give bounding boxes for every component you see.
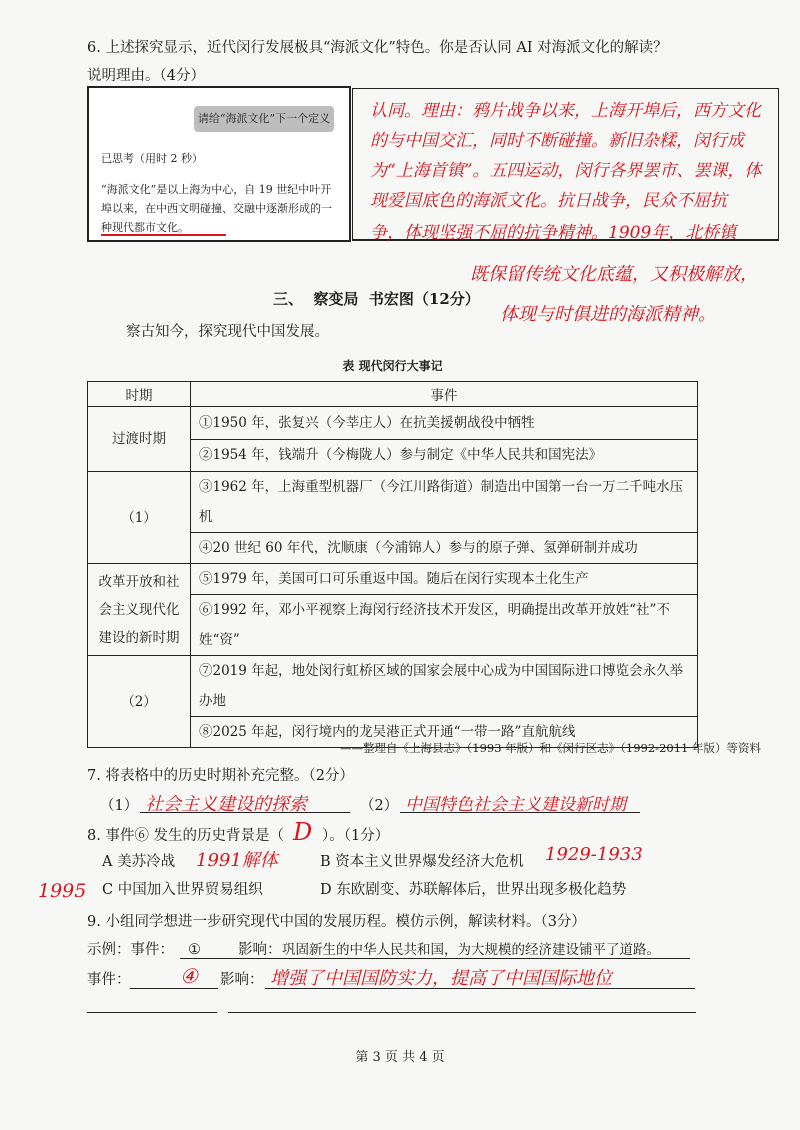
q7-prompt: 7. 将表格中的历史时期补充完整。（2分） <box>87 768 354 784</box>
q8-note-a: 1991解体 <box>196 850 278 871</box>
ai-screenshot <box>87 86 351 242</box>
event-cell: ③1962 年，上海重型机器厂（今江川路街道）制造出中国第一台一万二千吨水压机 <box>191 472 698 533</box>
events-table <box>87 381 698 748</box>
table-row <box>88 564 698 595</box>
q8-option-b: B 资本主义世界爆发经济大危机 <box>320 854 524 870</box>
event-cell: ⑤1979 年，美国可口可乐重返中国。随后在闵行实现本土化生产 <box>191 564 698 595</box>
q6-answer-line-4: 现爱国底色的海派文化。抗日战争，民众不屈抗 <box>370 191 727 211</box>
q8-option-d: D 东欧剧变、苏联解体后，世界出现多极化趋势 <box>320 882 627 898</box>
table-source: ——整理自《上海县志》（1993 年版）和《闵行区志》（1992-2011 年版）等资料 <box>340 741 761 755</box>
q6-prompt-score: 说明理由。（4分） <box>87 68 205 84</box>
q8-note-c: 1995 <box>38 880 87 902</box>
event-cell: ⑧2025 年起，闵行境内的龙吴港正式开通“一带一路”直航航线 <box>191 717 698 748</box>
q9-event-label: 事件： <box>87 972 131 988</box>
q6-answer-line-3: 为“上海首镇”。五四运动，闵行各界罢市、罢课，体 <box>370 161 762 181</box>
section-intro: 察古知今，探究现代中国发展。 <box>126 324 329 340</box>
q9-example-underline <box>180 958 690 959</box>
q7-label-2: （2） <box>360 798 399 814</box>
q8-prompt-a: 8. 事件⑥ 发生的历史背景是（ <box>87 828 285 844</box>
period-cell: 改革开放和社 会主义现代化 建设的新时期 <box>88 564 191 656</box>
section-heading: 三、 察变局 书宏图（12分） <box>273 290 480 308</box>
q9-impact-answer: 增强了中国国防实力，提高了中国国际地位 <box>270 968 612 989</box>
q6-answer-line-2: 的与中国交汇，同时不断碰撞。新旧杂糅，闵行成 <box>370 131 744 151</box>
q8-prompt-b: ）。（1分） <box>322 828 390 844</box>
period-cell: 过渡时期 <box>88 407 191 472</box>
table-row <box>88 656 698 717</box>
period-cell: （2） <box>88 656 191 748</box>
q9-prompt: 9. 小组同学想进一步研究现代中国的发展历程。模仿示例，解读材料。（3分） <box>87 914 586 930</box>
event-cell: ②1954 年，钱端升（今梅陇人）参与制定《中华人民共和国宪法》 <box>191 439 698 472</box>
ai-definition: “海派文化”是以上海为中心，自 19 世纪中叶开埠以来，在中西文明碰撞、交融中逐渐形成的一种现代都市文化。 <box>101 183 332 234</box>
event-cell: ①1950 年，张复兴（今莘庄人）在抗美援朝战役中牺牲 <box>191 407 698 440</box>
q9-blank-line-2 <box>228 1012 696 1013</box>
q8-option-a: A 美苏冷战 <box>102 854 176 870</box>
q8-note-b: 1929-1933 <box>545 844 643 865</box>
q9-example-impact-label: 影响： <box>238 942 282 958</box>
table-header-row <box>88 382 698 407</box>
q6-prompt: 6. 上述探究显示，近代闵行发展极具“海派文化”特色。你是否认同 AI 对海派文化的解读？ <box>87 40 668 56</box>
q6-answer-line-5: 争，体现坚强不屈的抗争精神。1909年，北桥镇 <box>370 223 737 243</box>
q6-answer-line-7: 体现与时俱进的海派精神。 <box>500 304 716 325</box>
q9-blank-line-1 <box>87 1012 217 1013</box>
page-footer: 第 3 页 共 4 页 <box>355 1050 445 1065</box>
table-row <box>88 472 698 533</box>
q7-answer-1: 社会主义建设的探索 <box>145 794 307 815</box>
q9-example-label: 示例：事件： <box>87 942 174 958</box>
q9-example-impact: 巩固新生的中华人民共和国，为大规模的经济建设铺平了道路。 <box>282 942 660 958</box>
q7-label-1: （1） <box>100 798 139 814</box>
ai-query-tag: 请给“海派文化”下一个定义 <box>194 106 334 132</box>
header-event: 事件 <box>191 382 698 407</box>
q8-answer: D <box>293 818 313 846</box>
event-cell: ⑥1992 年，邓小平视察上海闵行经济技术开发区，明确提出改革开放姓“社”不姓“资” <box>191 595 698 656</box>
q9-impact-blank <box>265 988 695 989</box>
event-cell: ④20 世纪 60 年代，沈顺康（今浦锦人）参与的原子弹、氢弹研制并成功 <box>191 533 698 564</box>
q9-impact-label: 影响： <box>220 972 264 988</box>
event-cell: ⑦2019 年起，地处闵行虹桥区域的国家会展中心成为中国国际进口博览会永久举办地 <box>191 656 698 717</box>
table-caption: 表 现代闵行大事记 <box>342 359 443 373</box>
period-cell: （1） <box>88 472 191 564</box>
q7-answer-2: 中国特色社会主义建设新时期 <box>405 795 626 815</box>
header-period: 时期 <box>88 382 191 407</box>
q8-option-c: C 中国加入世界贸易组织 <box>102 882 263 898</box>
q9-example-event: ① <box>188 942 201 958</box>
q6-answer-line-1: 认同。理由：鸦片战争以来，上海开埠后，西方文化 <box>370 101 761 121</box>
q6-answer-line-6: 既保留传统文化底蕴，又积极解放， <box>470 264 758 285</box>
q9-event-blank <box>130 988 218 989</box>
ai-thinking-label: 已思考（用时 2 秒） <box>101 152 203 165</box>
table-row <box>88 407 698 440</box>
q9-event-answer: ④ <box>180 964 198 988</box>
definition-underline <box>101 234 226 236</box>
